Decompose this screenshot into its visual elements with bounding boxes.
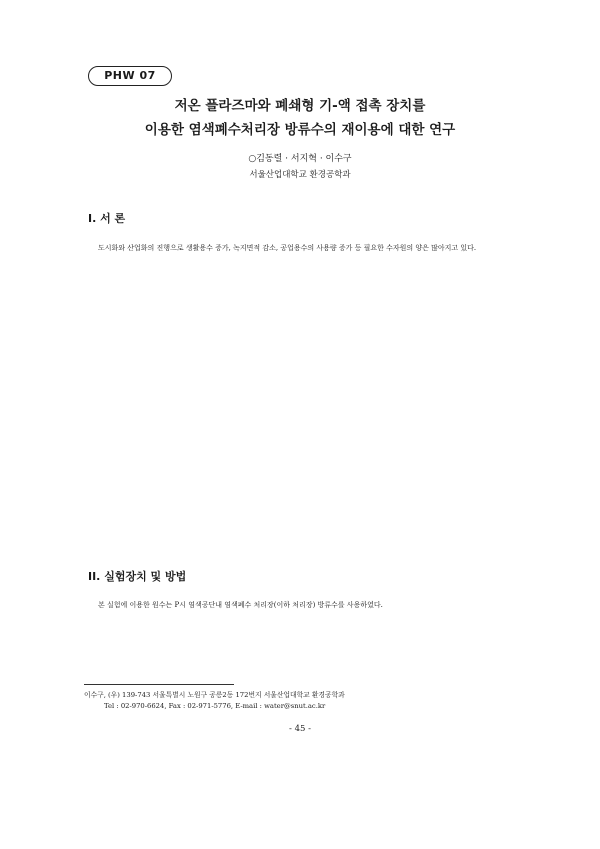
paper-code-badge: PHW 07 (88, 66, 172, 86)
page-number: - 45 - (289, 724, 311, 734)
footnote-address: 이수구, (우) 139-743 서울특별시 노원구 공릉2동 172번지 서울산업대학교 환경공학과 (84, 691, 345, 699)
section-title-methods: II. 실험장치 및 방법 (88, 570, 187, 583)
footnote-contact: Tel : 02-970-6624, Fax : 02-971-5776, E-mail : water@snut.ac.kr (104, 702, 326, 710)
footnote (84, 690, 524, 712)
introduction-body (84, 240, 512, 550)
affiliation: 서울산업대학교 환경공학과 (249, 170, 351, 180)
author-list: ○김동렬 · 서지혁 · 이수구 (248, 154, 352, 164)
paper-title-line1: 저온 플라즈마와 폐쇄형 기-액 접촉 장치를 (174, 98, 426, 114)
methods-paragraph-1: 본 실험에 이용한 원수는 P시 염색공단내 염색폐수 처리장(이하 처리장) 방류수를 사용하였다. (98, 601, 383, 609)
paper-title-line2: 이용한 염색폐수처리장 방류수의 재이용에 대한 연구 (144, 122, 456, 138)
footnote-divider (84, 684, 234, 685)
intro-paragraph-1: 도시화와 산업화의 진행으로 생활용수 증가, 녹지면적 감소, 공업용수의 사용량 증가 등 필요한 수자원의 양은 많아지고 있다. (98, 244, 477, 252)
section-title-introduction: I. 서 론 (88, 212, 126, 225)
methods-body (84, 597, 512, 677)
